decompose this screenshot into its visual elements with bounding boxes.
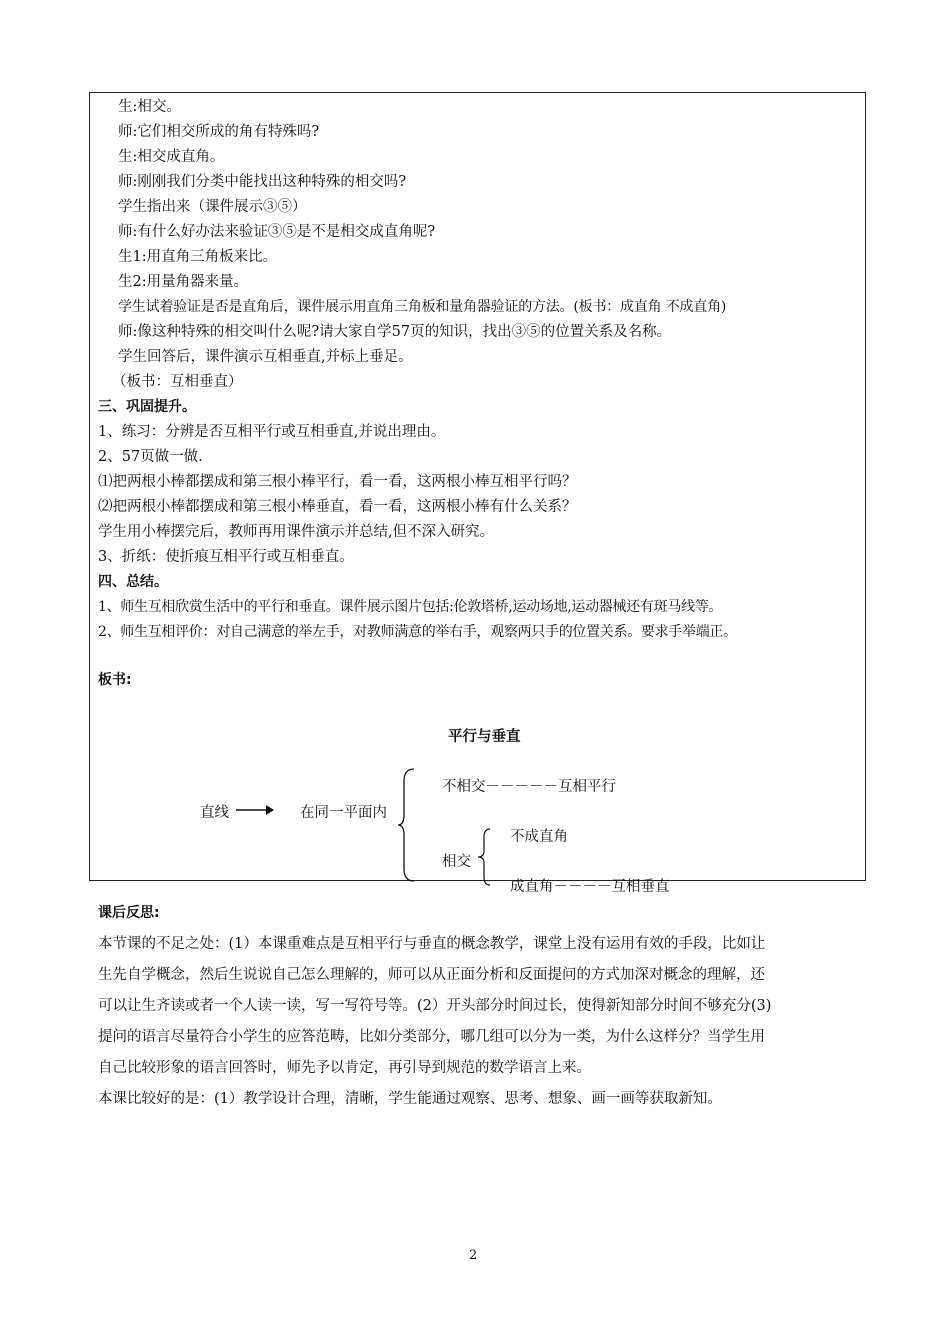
dialogue-line: 生2:用量角器来量。 bbox=[118, 274, 249, 290]
reflection-line: 可以让生齐读或者一个人读一读，写一写符号等。(2）开头部分时间过长，使得新知部分时间不够充分(3) bbox=[98, 998, 772, 1014]
board-root-label: 直线 bbox=[200, 805, 229, 821]
dialogue-line: 生1:用直角三角板来比。 bbox=[118, 249, 278, 265]
dialogue-line: 师:有什么好办法来验证③⑤是不是相交成直角呢? bbox=[118, 224, 436, 240]
section3-line: ⑴把两根小棒都摆成和第三根小棒平行，看一看，这两根小棒互相平行吗？ bbox=[98, 474, 577, 490]
section4-line: 1、师生互相欣赏生活中的平行和垂直。课件展示图片包括:伦敦塔桥,运动场地,运动器械还有斑马线等。 bbox=[98, 599, 723, 615]
content-table-cell bbox=[89, 92, 866, 1107]
reflection-line: 自己比较形象的语言回答时，师先予以肯定，再引导到规范的数学语言上来。 bbox=[98, 1060, 591, 1076]
section4-line: 2、师生互相评价：对自己满意的举左手，对教师满意的举右手，观察两只手的位置关系。要求手举端正。 bbox=[98, 624, 737, 640]
reflection-heading: 课后反思: bbox=[98, 905, 160, 921]
board-note: （板书：互相垂直） bbox=[112, 374, 243, 390]
dialogue-line: 生:相交。 bbox=[118, 99, 181, 115]
brace-icon bbox=[398, 767, 418, 883]
reflection-line: 本节课的不足之处：(1）本课重难点是互相平行与垂直的概念教学，课堂上没有运用有效的手段，比如让 bbox=[98, 936, 766, 952]
brace-icon bbox=[478, 827, 494, 887]
page-number: 2 bbox=[469, 1248, 478, 1263]
section3-line: 学生用小棒摆完后，教师再用课件演示并总结,但不深入研究。 bbox=[98, 524, 495, 540]
section3-line: 2、57页做一做. bbox=[98, 449, 203, 465]
board-title: 平行与垂直 bbox=[448, 729, 521, 745]
dialogue-line: 生:相交成直角。 bbox=[118, 149, 225, 165]
board-not-right-angle: 不成直角 bbox=[510, 829, 568, 845]
dialogue-line: 学生回答后，课件演示互相垂直,并标上垂足。 bbox=[118, 349, 413, 365]
board-not-intersect: 不相交－－－－－互相平行 bbox=[442, 779, 616, 795]
dialogue-line: 师:像这种特殊的相交叫什么呢?请大家自学57页的知识，找出③⑤的位置关系及名称。 bbox=[118, 324, 672, 340]
board-plane-label: 在同一平面内 bbox=[300, 805, 387, 821]
board-right-angle: 成直角－－－－互相垂直 bbox=[510, 879, 670, 895]
reflection-line: 生先自学概念，然后生说说自己怎么理解的，师可以从正面分析和反面提问的方式加深对概念的理解，还 bbox=[98, 967, 765, 983]
dialogue-line: 师:它们相交所成的角有特殊吗? bbox=[118, 124, 320, 140]
section3-line: 1、练习：分辨是否互相平行或互相垂直,并说出理由。 bbox=[98, 424, 446, 440]
section3-line: 3、折纸：使折痕互相平行或互相垂直。 bbox=[98, 549, 354, 565]
reflection-line: 提问的语言尽量符合小学生的应答范畴，比如分类部分，哪几组可以分为一类，为什么这样分？当学生用 bbox=[98, 1029, 765, 1045]
dialogue-line: 师:刚刚我们分类中能找出这种特殊的相交吗? bbox=[118, 174, 407, 190]
arrow-icon bbox=[236, 801, 276, 821]
section3-line: ⑵把两根小棒都摆成和第三根小棒垂直，看一看，这两根小棒有什么关系？ bbox=[98, 499, 577, 515]
dialogue-line: 学生试着验证是否是直角后，课件展示用直角三角板和量角器验证的方法。(板书：成直角 不成直角) bbox=[118, 299, 727, 315]
section4-heading: 四、总结。 bbox=[98, 574, 168, 590]
section3-heading: 三、巩固提升。 bbox=[98, 399, 196, 415]
board-intersect-label: 相交 bbox=[442, 854, 471, 870]
dialogue-line: 学生指出来（课件展示③⑤） bbox=[118, 199, 307, 215]
board-heading: 板书: bbox=[98, 672, 132, 688]
reflection-line: 本课比较好的是：(1）教学设计合理，清晰，学生能通过观察、思考、想象、画一画等获取新知。 bbox=[98, 1091, 722, 1107]
